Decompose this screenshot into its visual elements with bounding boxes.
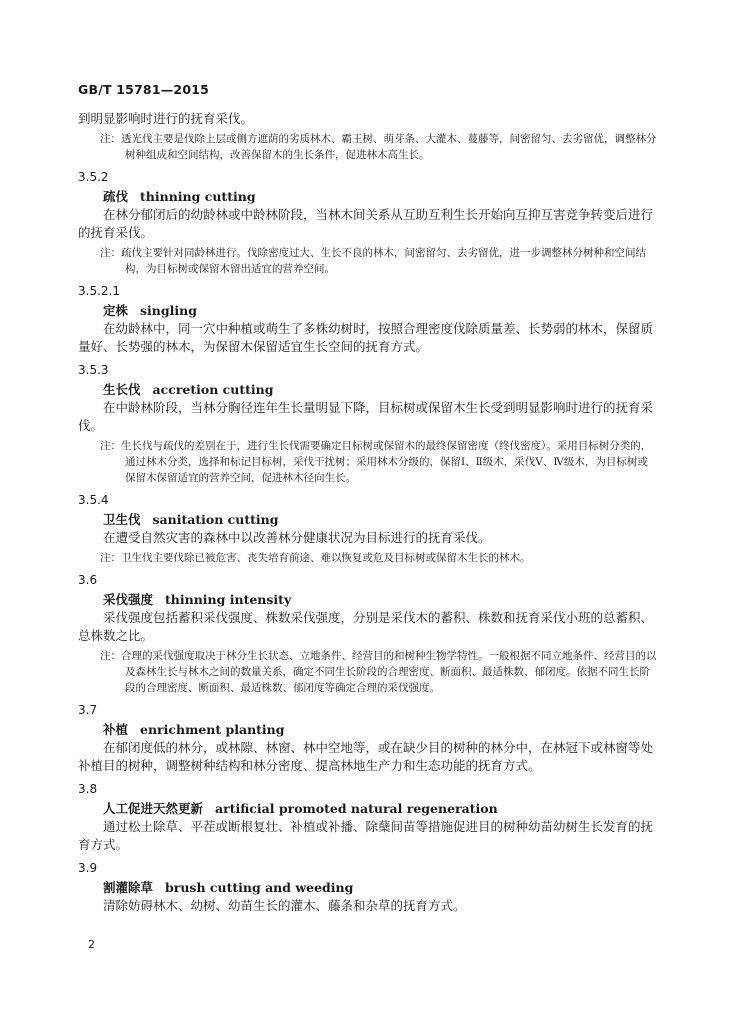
- term-title: [78, 879, 658, 897]
- term-number: 3.6: [78, 573, 98, 587]
- term-title-zh: 定株: [103, 303, 129, 318]
- term-number: 3.7: [78, 703, 98, 717]
- term-definition: 在遭受自然灾害的森林中以改善林分健康状况为目标进行的抚育采伐。: [103, 530, 491, 545]
- term-definition: 在林分郁闭后的幼龄林或中龄林阶段，当林木间关系从互助互利生长开始向互抑互害竞争转变后进行的抚育采伐。: [78, 207, 654, 240]
- term-number: 3.5.2.1: [78, 284, 120, 298]
- term-number: 3.5.4: [78, 493, 109, 507]
- term-title: [78, 591, 658, 609]
- term-note: 注：生长伐与疏伐的差别在于，进行生长伐需要确定目标树或保留木的最终保留密度（终伐密度）。采用目标树分类的，通过林木分类，选择和标记目标树，采伐干扰树；采用林木分级的，保留Ⅰ、Ⅱ级木，采伐Ⅴ、Ⅳ级木，为目标树或保留木保留适宜的营养空间，促进林木径向生长。: [100, 440, 652, 484]
- term-title: [78, 188, 658, 206]
- term-title: [78, 511, 658, 529]
- term-title: [78, 302, 658, 320]
- term-title-en: sanitation cutting: [152, 512, 279, 527]
- term-title-zh: 割灌除草: [103, 880, 154, 895]
- term-entry: [78, 701, 658, 775]
- term-title-zh: 生长伐: [103, 382, 141, 397]
- page-number: 2: [88, 938, 95, 951]
- term-number: 3.8: [78, 782, 98, 796]
- term-title-en: accretion cutting: [152, 382, 274, 397]
- term-entry: [78, 491, 658, 566]
- continued-definition: 到明显影响时进行的抚育采伐。: [78, 111, 254, 126]
- term-title: [78, 721, 658, 739]
- term-note: 注：疏伐主要针对同龄林进行。伐除密度过大、生长不良的林木，间密留匀、去劣留优，进一步调整林分树种和空间结构，为目标树或保留木留出适宜的营养空间。: [100, 247, 646, 275]
- term-entry: [78, 859, 658, 915]
- term-number: 3.5.3: [78, 363, 109, 377]
- term-number: 3.5.2: [78, 170, 109, 184]
- term-title-zh: 补植: [103, 722, 129, 737]
- term-title-en: enrichment planting: [140, 722, 285, 737]
- term-entry: [78, 361, 658, 486]
- term-definition: 在中龄林阶段，当林分胸径连年生长量明显下降，目标树或保留木生长受到明显影响时进行的抚育采伐。: [78, 400, 654, 433]
- term-entry: [78, 168, 658, 277]
- term-title-zh: 疏伐: [103, 189, 129, 204]
- term-entry: [78, 571, 658, 696]
- term-title-zh: 采伐强度: [103, 592, 154, 607]
- term-title-zh: 人工促进天然更新: [103, 801, 204, 816]
- term-definition: 采伐强度包括蓄积采伐强度、株数采伐强度，分别是采伐木的蓄积、株数和抚育采伐小班的总蓄积、总株数之比。: [78, 610, 654, 643]
- term-definition: 在幼龄林中，同一穴中种植或萌生了多株幼树时，按照合理密度伐除质量差、长势弱的林木，保留质量好、长势强的林木，为保留木保留适宜生长空间的抚育方式。: [78, 321, 654, 354]
- term-title-en: brush cutting and weeding: [165, 880, 354, 895]
- term-definition: 通过松土除草、平茬或断根复壮、补植或补播、除蘖间苗等措施促进目的树种幼苗幼树生长发育的抚育方式。: [78, 819, 654, 852]
- term-definition: 在郁闭度低的林分，或林隙、林窗、林中空地等，或在缺少目的树种的林分中，在林冠下或林窗等处补植目的树种，调整树种结构和林分密度、提高林地生产力和生态功能的抚育方式。: [78, 740, 654, 773]
- standard-header: GB/T 15781—2015: [78, 82, 210, 97]
- term-note: 注：卫生伐主要伐除已被危害、丧失培育前途、难以恢复或危及目标树或保留木生长的林木。: [100, 552, 531, 564]
- term-title-en: thinning cutting: [140, 189, 256, 204]
- term-entry: [78, 282, 658, 356]
- term-title-en: singling: [140, 303, 197, 318]
- document-body: [78, 110, 658, 915]
- definition-note: 注：透光伐主要是伐除上层或侧方遮荫的劣质林木、霸王树、萌芽条、大灌木、蔓藤等，间密留匀、去劣留优，调整林分树种组成和空间结构，改善保留木的生长条件，促进林木高生长。: [100, 133, 657, 161]
- term-title-zh: 卫生伐: [103, 512, 141, 527]
- term-title-en: thinning intensity: [165, 592, 292, 607]
- term-definition: 清除妨碍林木、幼树、幼苗生长的灌木、藤条和杂草的抚育方式。: [103, 898, 466, 913]
- term-title: [78, 381, 658, 399]
- term-entry: [78, 780, 658, 854]
- term-title: [78, 800, 658, 818]
- term-title-en: artificial promoted natural regeneration: [215, 801, 498, 816]
- term-note: 注：合理的采伐强度取决于林分生长状态、立地条件、经营目的和树种生物学特性。一般根据不同立地条件、经营目的以及森林生长与林木之间的数量关系，确定不同生长阶段的合理密度、断面积、最适株数、郁闭度。依据不同生长阶段的合理密度、断面积、最适株数、郁闭度等确定合理的采伐强度。: [100, 650, 657, 694]
- term-number: 3.9: [78, 861, 98, 875]
